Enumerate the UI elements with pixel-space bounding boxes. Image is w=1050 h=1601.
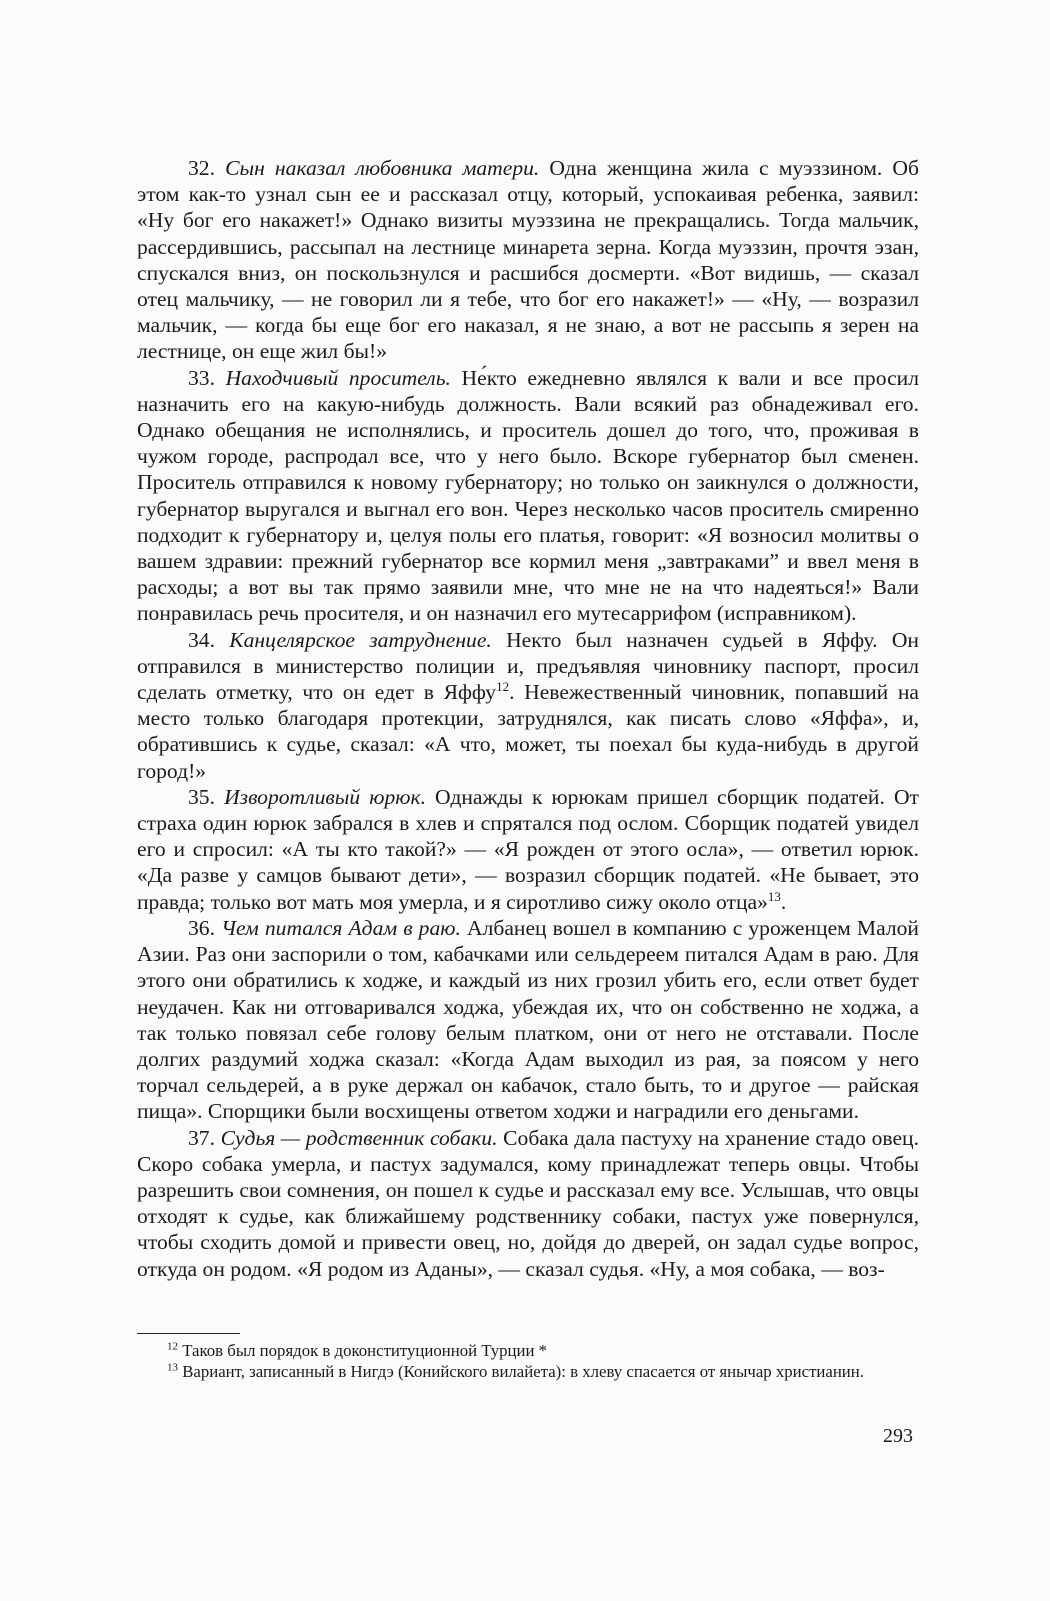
footnote-ref: 12 — [496, 678, 510, 694]
footnote-marker: 12 — [167, 1340, 178, 1353]
story-body-continued: . Невежественный чиновник, попавший на место только благодаря протекции, затруднялся, как писать слово «Яффа», и, обратившись к судье, сказал: «А что, может, ты поехал бы куда-нибудь в другой город!» — [137, 680, 920, 783]
story-33 — [137, 365, 919, 627]
story-number: 32. — [188, 156, 215, 180]
footnote-13 — [137, 1361, 919, 1382]
footnotes — [137, 1340, 919, 1382]
story-title: Судья — родственник собаки. — [220, 1125, 498, 1150]
main-text — [137, 155, 919, 1282]
story-title: Канцелярское затруднение. — [229, 627, 492, 652]
story-37 — [137, 1125, 919, 1282]
story-35 — [137, 784, 919, 915]
story-title: Сын наказал любовника матери. — [225, 156, 540, 180]
story-34 — [137, 627, 919, 784]
story-title: Изворотливый юрюк. — [224, 784, 426, 809]
story-body: Некто был назначен судьей в Яффу. Он отправился в министерство полиции и, предъявляя чиновнику паспорт, просил сделать отметку, что он едет в Яффу — [137, 627, 919, 705]
footnote-marker: 13 — [167, 1361, 178, 1374]
story-body: Однажды к юрюкам пришел сборщик податей. От страха один юрюк забрался в хлев и спрятался под ослом. Сборщик податей увидел его и спросил: «А ты кто такой?» — «Я рожден от этого осла», — ответил юрюк. «Да разве у самцов бывают дети», — возразил сборщик податей. «Не бывает, это правда; только вот мать моя умерла, и я сиротливо сижу около отца» — [137, 784, 919, 914]
story-36 — [137, 915, 919, 1125]
story-number: 34. — [188, 627, 215, 652]
story-number: 35. — [188, 784, 215, 809]
story-body: Собака дала пастуху на хранение стадо овец. Скоро собака умерла, и пастух задумался, кому принадлежат теперь овцы. Чтобы разрешить свои сомнения, он пошел к судье и рассказал ему все. Услышав, что овцы отходят к судье, как ближайшему родственнику собаки, пастух уже повернулся, чтобы сходить домой и привести овец, но, дойдя до дверей, он задал судье вопрос, откуда он родом. «Я родом из Аданы», — сказал судья. «Ну, а моя собака, — воз- — [137, 1125, 919, 1281]
story-title: Чем питался Адам в раю. — [221, 915, 461, 940]
footnote-text: Таков был порядок в доконституционной Турции * — [182, 1341, 548, 1360]
story-body: Не́кто ежедневно являлся к вали и все просил назначить его на какую-нибудь должность. Вали всякий раз обнадеживал его. Однако обещания не исполнялись, и проситель дошел до того, что, проживая в чужом городе, распродал все, что у него было. Вскоре губернатор был сменен. Проситель отправился к новому губернатору; но только он заикнулся о должности, губернатор выругался и выгнал его вон. Через несколько часов проситель смиренно подходит к губернатору и, целуя полы его платья, говорит: «Я возносил молитвы о вашем здравии: прежний губернатор все кормил меня „завтраками” и ввел меня в расходы; а вот вы так прямо заявили мне, что мне не на что надеяться!» Вали понравилась речь просителя, и он назначил его мутесаррифом (исправником). — [137, 365, 919, 626]
footnote-divider — [137, 1333, 240, 1334]
story-number: 33. — [188, 365, 215, 390]
page-number: 293 — [883, 1425, 913, 1447]
story-number: 36. — [188, 915, 215, 940]
story-body: Албанец вошел в компанию с уроженцем Малой Азии. Раз они заспорили о том, кабачками или сельдереем питался Адам в раю. Для этого они обратились к ходже, и каждый из них грозил убить его, если ответ будет неудачен. Как ни отговаривался ходжа, убеждая их, что он собственно не ходжа, а так только повязал себе голову белым платком, они от него не отставали. После долгих раздумий ходжа сказал: «Когда Адам выходил из рая, за поясом у него торчал сельдерей, а в руке держал он кабачок, стало быть, то и другое — райская пища». Спорщики были восхищены ответом ходжи и наградили его деньгами. — [137, 915, 919, 1124]
story-32 — [137, 155, 919, 365]
story-number: 37. — [188, 1125, 215, 1150]
footnote-text: Вариант, записанный в Нигдэ (Конийского вилайета): в хлеву спасается от янычар христианин. — [182, 1362, 864, 1381]
story-title: Находчивый проситель. — [225, 365, 451, 390]
story-body-continued: . — [780, 889, 787, 914]
footnote-ref: 13 — [767, 888, 781, 904]
footnote-12 — [137, 1340, 919, 1361]
story-body: Одна женщина жила с муэззином. Об этом как-то узнал сын ее и рассказал отцу, который, успокаивая ребенка, заявил: «Ну бог его накажет!» Однако визиты муэззина не прекращались. Тогда мальчик, рассердившись, рассыпал на лестнице минарета зерна. Когда муэззин, прочтя эзан, спускался вниз, он поскользнулся и расшибся досмерти. «Вот видишь, — сказал отец мальчику, — не говорил ли я тебе, что бог его накажет!» — «Ну, — возразил мальчик, — когда бы еще бог его наказал, я не знаю, а вот не рассыпь я зерен на лестнице, он еще жил бы!» — [137, 156, 919, 364]
